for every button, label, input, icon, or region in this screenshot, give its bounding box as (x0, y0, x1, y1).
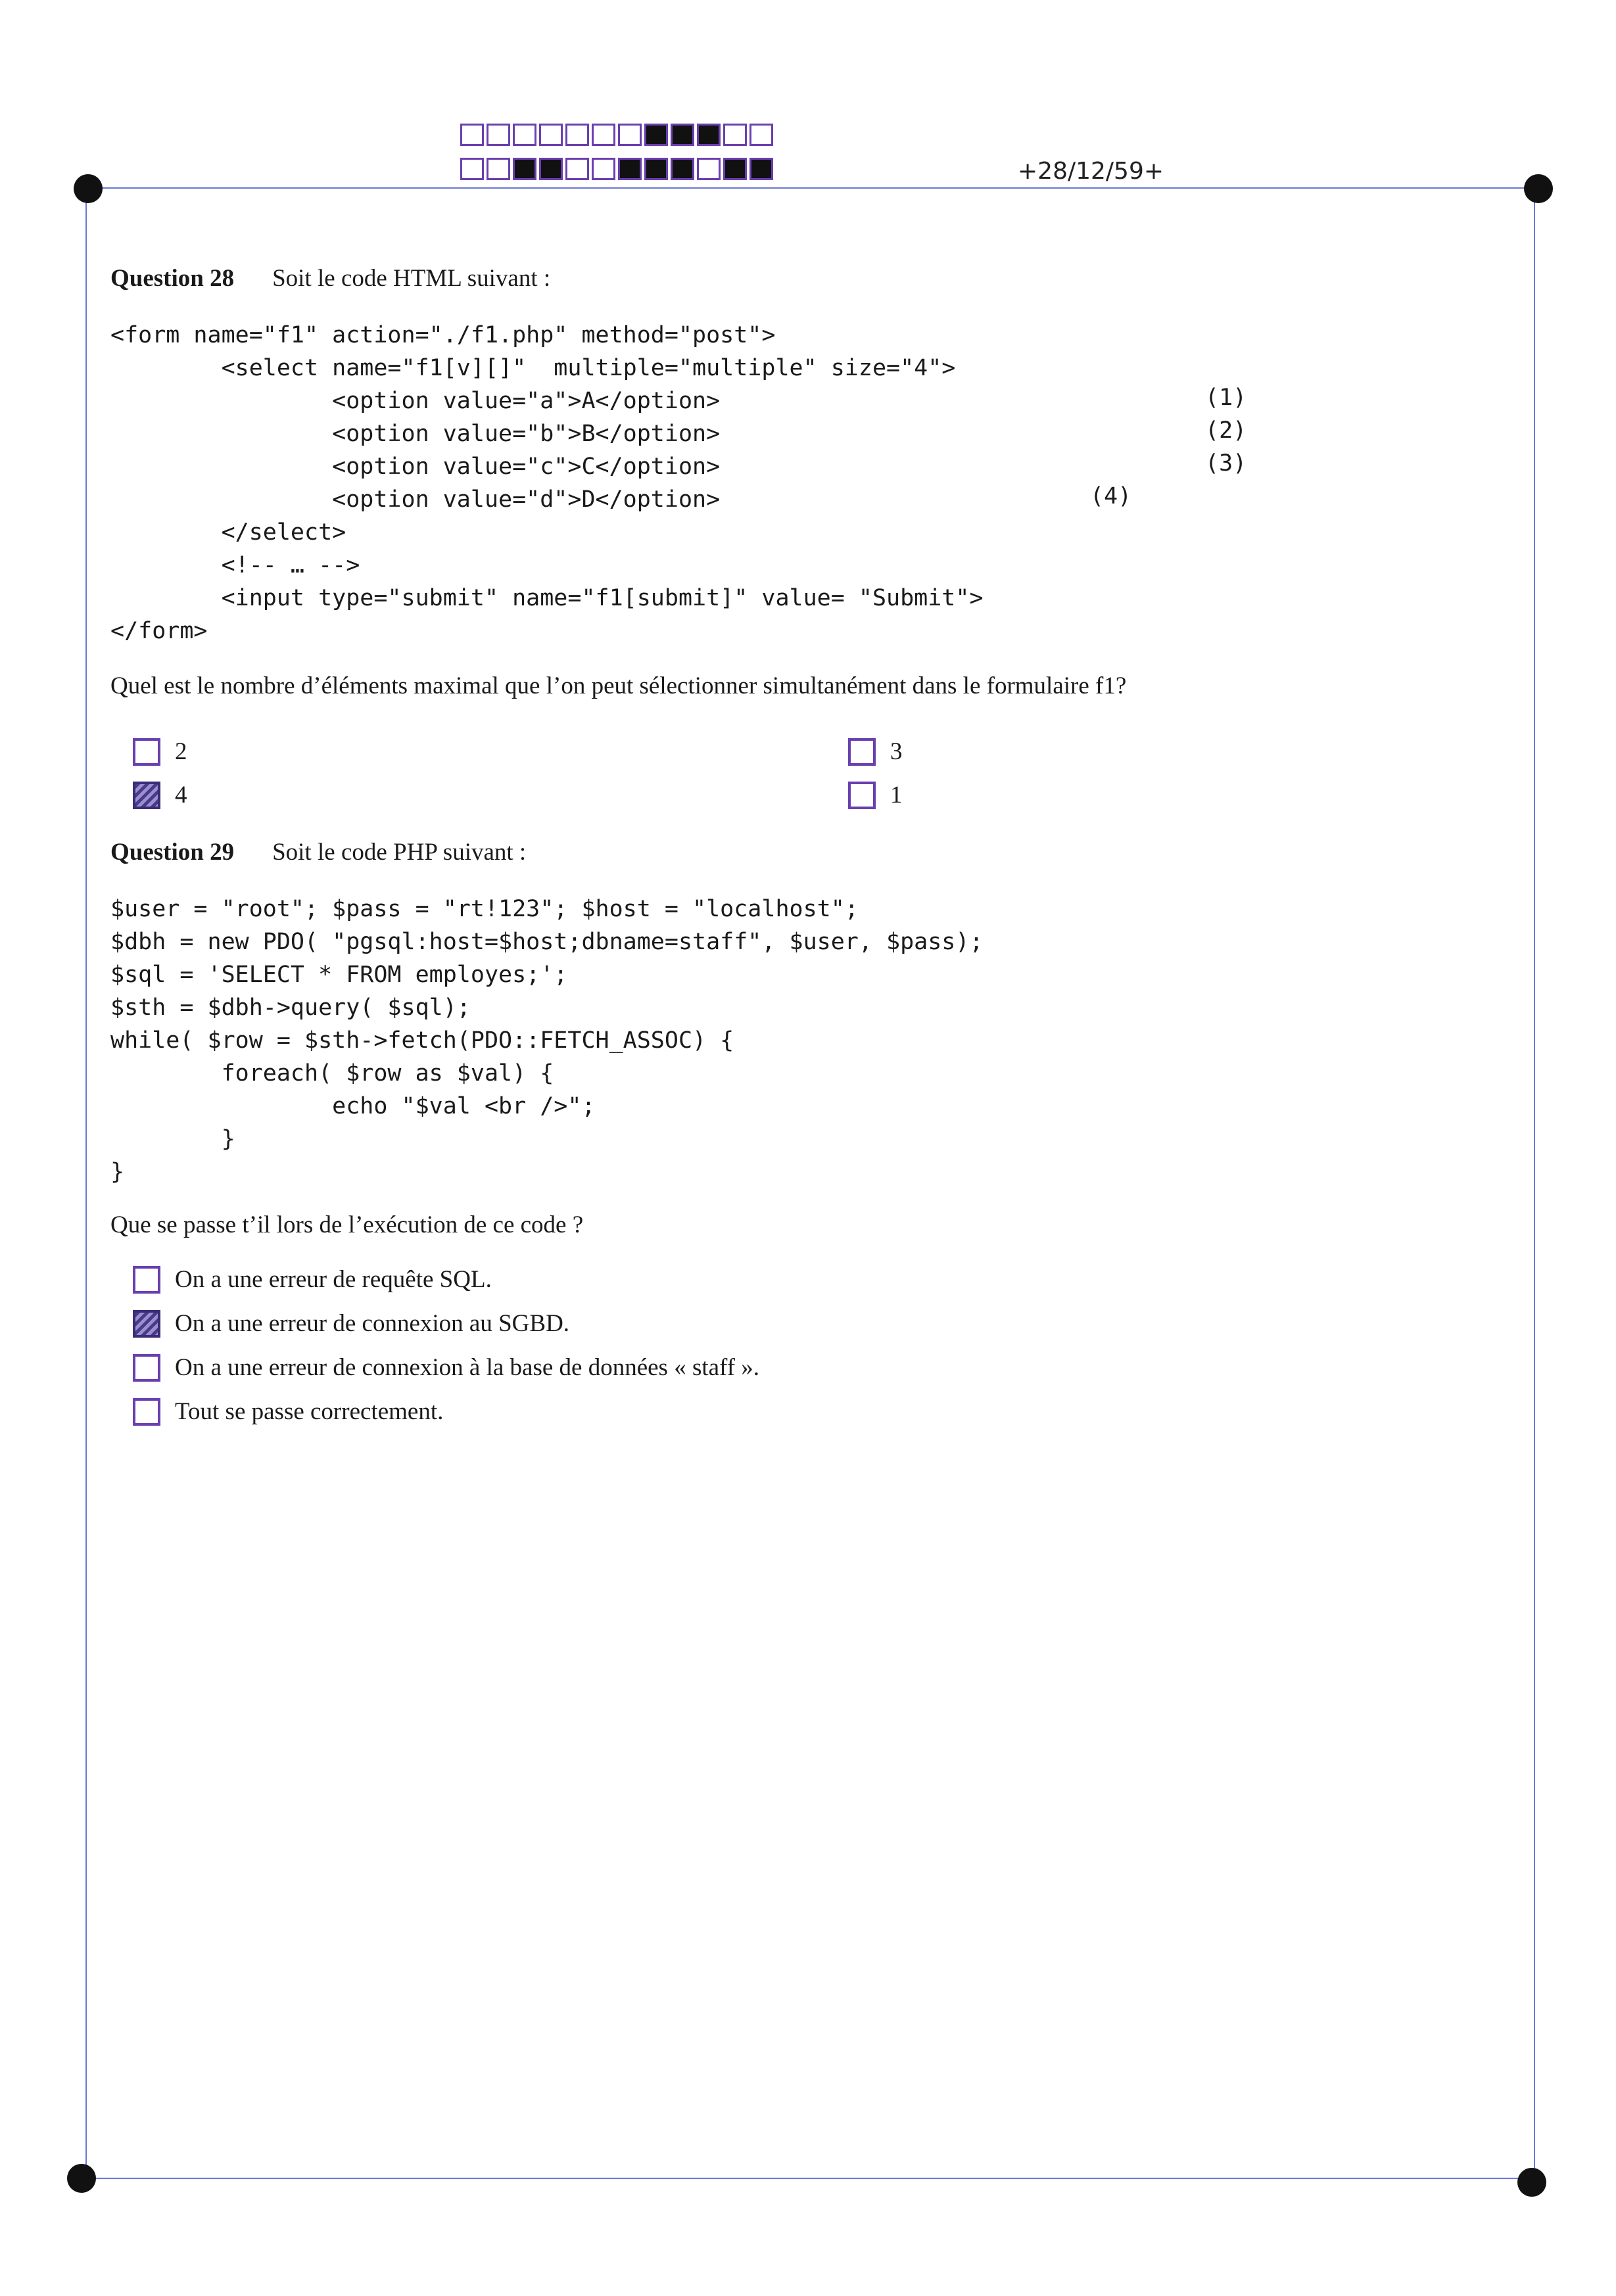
q28-option-c-label: 3 (890, 738, 903, 765)
barcode-cell (592, 158, 615, 180)
q29-option-d-checkbox[interactable] (133, 1398, 160, 1426)
barcode-cell (723, 124, 747, 146)
barcode-cell (671, 158, 694, 180)
barcode-cell (644, 124, 668, 146)
q28-intro: Soit le code HTML suivant : (272, 265, 551, 292)
q28-option-c-checkbox[interactable] (848, 738, 876, 766)
q29-option-d-label: Tout se passe correctement. (175, 1398, 444, 1425)
q29-question: Que se passe t’il lors de l’exécution de ce code ? (110, 1211, 584, 1238)
q29-option-a[interactable] (133, 1265, 492, 1294)
corner-mark-bottom-right (1517, 2168, 1546, 2197)
q29-option-b-checkbox[interactable] (133, 1310, 160, 1338)
barcode-cell (644, 158, 668, 180)
q28-option-b-checkbox[interactable] (133, 782, 160, 809)
barcode-cell (697, 124, 721, 146)
barcode-cell (749, 124, 773, 146)
q28-marker-3: (3) (1205, 450, 1247, 477)
barcode-row-2 (460, 158, 776, 180)
barcode-cell (539, 158, 563, 180)
q28-question: Quel est le nombre d’éléments maximal que l’on peut sélectionner simultanément dans le formulaire f1? (110, 672, 1127, 699)
q28-code: <form name="f1" action="./f1.php" method="post"> <select name="f1[v][]" multiple="multiple" size="4"> <option value="a">A</option> <option value="b">B</option> <option value="c">C</option> <option value="d">D</option> </select> <!-- … --> <input type="submit" name="f1[submit]" value= "Submit"> </form> (110, 322, 984, 644)
page-id: +28/12/59+ (1018, 158, 1164, 185)
q29-heading (110, 838, 526, 866)
q29-option-d[interactable] (133, 1397, 443, 1426)
q28-marker-2: (2) (1205, 417, 1247, 444)
barcode-cell (460, 124, 484, 146)
q29-number: Question 29 (110, 839, 235, 866)
barcode-cell (618, 158, 642, 180)
q29-option-a-checkbox[interactable] (133, 1266, 160, 1294)
barcode-cell (460, 158, 484, 180)
barcode-cell (618, 124, 642, 146)
q28-option-a[interactable] (133, 738, 187, 766)
q29-intro: Soit le code PHP suivant : (272, 839, 527, 866)
barcode-cell (487, 158, 510, 180)
q29-option-c-label: On a une erreur de connexion à la base de données « staff ». (175, 1354, 760, 1381)
corner-mark-top-right (1524, 174, 1553, 203)
q28-option-d-checkbox[interactable] (848, 782, 876, 809)
q28-marker-1: (1) (1205, 385, 1247, 411)
barcode-cell (749, 158, 773, 180)
barcode-cell (697, 158, 721, 180)
q28-option-d[interactable] (848, 781, 903, 809)
barcode-cell (487, 124, 510, 146)
barcode-cell (513, 158, 536, 180)
q28-marker-4: (4) (1090, 483, 1132, 509)
q28-option-b-label: 4 (175, 782, 187, 808)
barcode-cell (671, 124, 694, 146)
q28-option-a-checkbox[interactable] (133, 738, 160, 766)
q28-number: Question 28 (110, 265, 235, 292)
q28-option-c[interactable] (848, 738, 903, 766)
q29-option-b[interactable] (133, 1309, 569, 1338)
q29-option-c-checkbox[interactable] (133, 1354, 160, 1382)
barcode-cell (539, 124, 563, 146)
barcode-cell (592, 124, 615, 146)
q28-option-a-label: 2 (175, 738, 187, 765)
barcode-cell (723, 158, 747, 180)
barcode-cell (513, 124, 536, 146)
q28-option-d-label: 1 (890, 782, 903, 808)
q28-heading (110, 264, 550, 293)
barcode-row-1 (460, 124, 776, 146)
barcode-cell (565, 124, 589, 146)
q29-code: $user = "root"; $pass = "rt!123"; $host = "localhost"; $dbh = new PDO( "pgsql:host=$host;dbname=staff", $user, $pass); $sql = 'SELECT * FROM employes;'; $sth = $dbh->query( $sql); while( $row = $sth->fetch(PDO::FETCH_ASSOC) { foreach( $row as $val) { echo "$val <br />"; } } (110, 896, 984, 1185)
corner-mark-bottom-left (67, 2164, 96, 2193)
corner-mark-top-left (74, 174, 103, 203)
q29-option-c[interactable] (133, 1353, 759, 1382)
q29-option-b-label: On a une erreur de connexion au SGBD. (175, 1310, 570, 1337)
q28-option-b[interactable] (133, 781, 187, 809)
barcode-cell (565, 158, 589, 180)
q29-option-a-label: On a une erreur de requête SQL. (175, 1266, 492, 1293)
